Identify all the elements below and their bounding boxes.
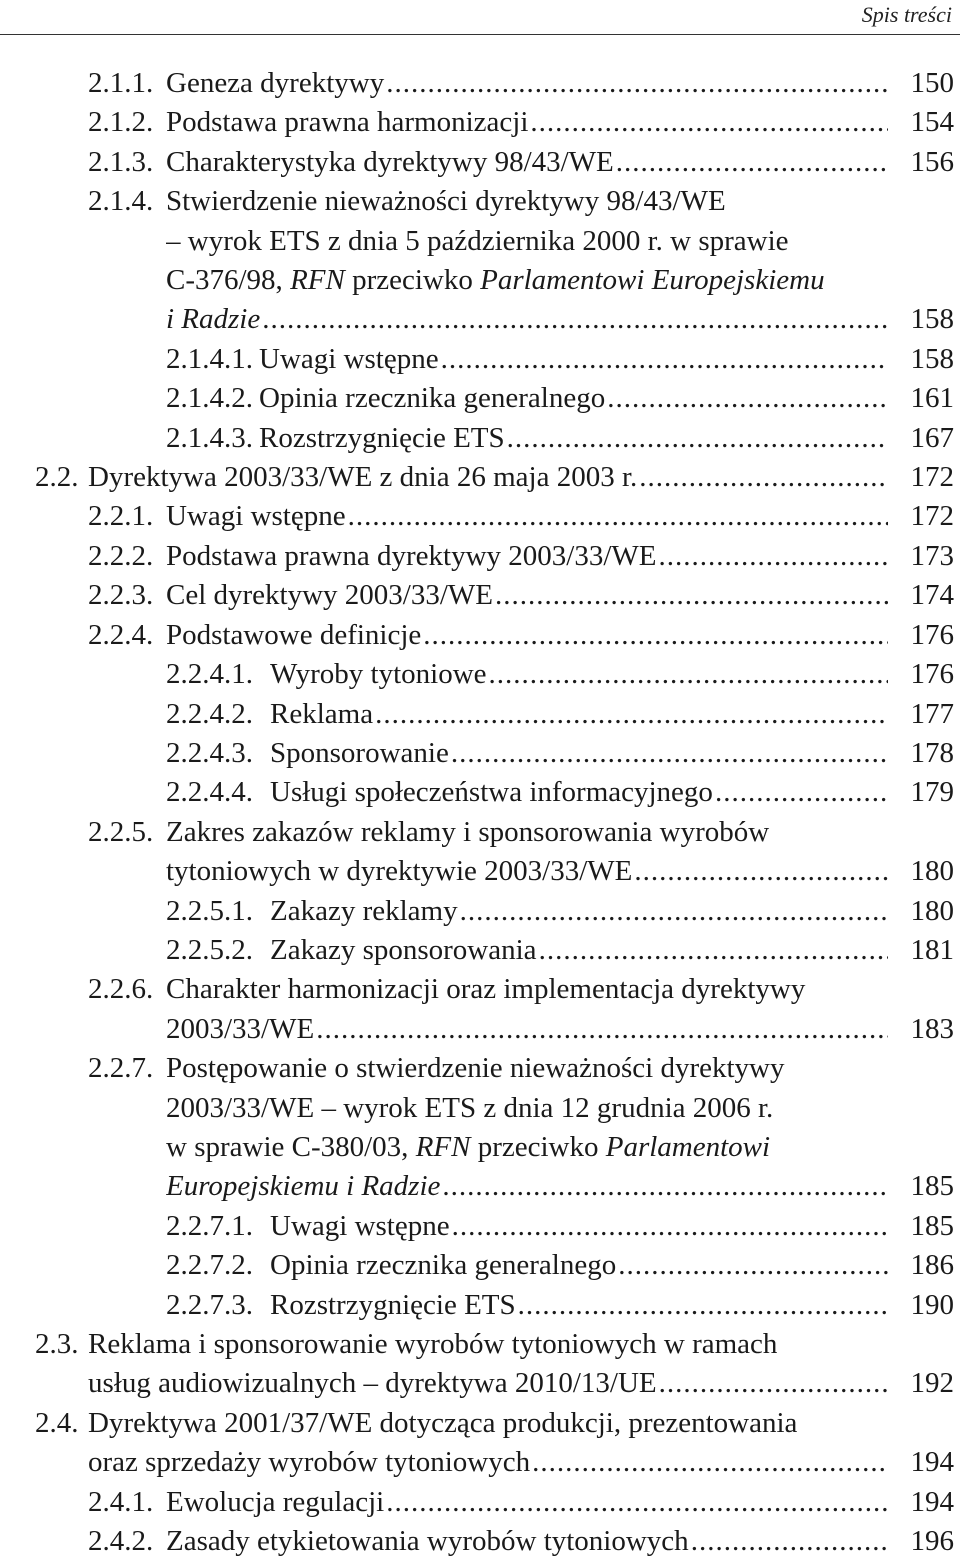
toc-entry <box>0 379 960 418</box>
toc-entry-title: Dyrektywa 2001/37/WE dotycząca produkcji, prezentowania <box>88 1406 798 1439</box>
toc-entry-number: 2.4. <box>35 1406 79 1439</box>
toc-entry <box>0 931 960 970</box>
toc-entry-number: 2.2.2. <box>88 539 154 572</box>
toc-entry <box>0 1246 960 1285</box>
toc-entry-title: Charakter harmonizacji oraz implementacja dyrektywy <box>166 973 806 1006</box>
toc-entry <box>0 616 960 655</box>
toc-entry-title: Uwagi wstępne <box>259 342 439 375</box>
toc-entry-title: i Radzie <box>166 303 261 336</box>
toc-entry-page: 177 <box>910 697 954 730</box>
dot-leader <box>452 1207 888 1246</box>
table-of-contents <box>0 64 960 1561</box>
toc-entry-page: 181 <box>910 933 954 966</box>
toc-entry-title: Rozstrzygnięcie ETS <box>270 1288 516 1321</box>
toc-entry-page: 192 <box>910 1367 954 1400</box>
toc-entry-number: 2.2.5. <box>88 815 154 848</box>
toc-entry-number: 2.1.2. <box>88 106 154 139</box>
toc-entry-number: 2.2.5.2. <box>166 933 253 966</box>
dot-leader <box>460 892 888 931</box>
toc-entry-page: 186 <box>910 1249 954 1282</box>
toc-entry-number: 2.1.4.2. <box>166 382 253 415</box>
toc-entry-number: 2.2. <box>35 461 79 494</box>
toc-entry-page: 185 <box>910 1209 954 1242</box>
toc-entry-page: 173 <box>910 539 954 572</box>
toc-entry-page: 172 <box>910 500 954 533</box>
toc-entry-page: 190 <box>910 1288 954 1321</box>
toc-entry-number: 2.3. <box>35 1328 79 1360</box>
toc-entry <box>0 182 960 340</box>
toc-entry-title: Geneza dyrektywy <box>166 67 385 99</box>
toc-entry-page: 161 <box>910 382 954 415</box>
toc-entry-title: Stwierdzenie nieważności dyrektywy 98/43/WE <box>166 185 726 218</box>
toc-entry-title: Dyrektywa 2003/33/WE z dnia 26 maja 2003 r. <box>88 461 638 494</box>
toc-entry-page: 158 <box>910 303 954 336</box>
toc-entry-number: 2.2.5.1. <box>166 894 253 927</box>
toc-entry <box>0 1522 960 1561</box>
running-head: Spis treści <box>861 2 952 27</box>
toc-entry-title: Zakazy reklamy <box>270 894 458 927</box>
toc-entry-number: 2.2.4.3. <box>166 736 253 769</box>
toc-entry-title: Cel dyrektywy 2003/33/WE <box>166 579 494 612</box>
dot-leader <box>607 379 888 418</box>
toc-entry <box>0 1325 960 1404</box>
toc-entry <box>0 576 960 615</box>
toc-entry <box>0 695 960 734</box>
dot-leader <box>316 1010 888 1049</box>
dot-leader <box>495 576 888 615</box>
dot-leader <box>262 300 888 339</box>
dot-leader <box>639 458 888 497</box>
toc-entry-page: 183 <box>910 1012 954 1045</box>
toc-entry-title: Podstawa prawna dyrektywy 2003/33/WE <box>166 539 657 572</box>
toc-entry <box>0 1286 960 1325</box>
toc-entry <box>0 1404 960 1483</box>
toc-entry <box>0 103 960 142</box>
toc-entry-title: Reklama i sponsorowanie wyrobów tytoniowych w ramach <box>88 1328 778 1360</box>
toc-entry-title: 2003/33/WE – wyrok ETS z dnia 12 grudnia 2006 r. <box>166 1091 774 1124</box>
dot-leader <box>489 655 888 694</box>
dot-leader <box>530 103 888 142</box>
toc-entry-title: Podstawa prawna harmonizacji <box>166 106 529 139</box>
toc-entry-page: 167 <box>910 421 954 454</box>
dot-leader <box>518 1286 888 1325</box>
dot-leader <box>451 734 888 773</box>
dot-leader <box>616 143 888 182</box>
toc-entry-number: 2.1.4.1. <box>166 342 253 375</box>
toc-entry-title: C-376/98, RFN przeciwko Parlamentowi Europejskiemu <box>166 264 825 297</box>
toc-entry-number: 2.2.7.1. <box>166 1209 253 1242</box>
toc-entry <box>0 143 960 182</box>
toc-entry-number: 2.2.7.2. <box>166 1249 253 1282</box>
toc-entry-number: 2.2.4.1. <box>166 658 253 691</box>
dot-leader <box>658 537 888 576</box>
toc-entry-number: 2.2.4. <box>88 618 154 651</box>
toc-entry-title: Zakres zakazów reklamy i sponsorowania wyrobów <box>166 815 770 848</box>
dot-leader <box>539 931 888 970</box>
toc-entry <box>0 419 960 458</box>
toc-entry <box>0 64 960 103</box>
toc-entry-title: Reklama <box>270 697 374 730</box>
toc-entry-title: w sprawie C-380/03, RFN przeciwko Parlamentowi <box>166 1130 771 1163</box>
toc-entry-page: 154 <box>910 106 954 139</box>
toc-entry-title: Europejskiemu i Radzie <box>166 1170 441 1203</box>
toc-entry-page: 196 <box>910 1525 954 1558</box>
toc-entry-title: – wyrok ETS z dnia 5 października 2000 r. w sprawie <box>166 224 789 257</box>
toc-entry-title: Uwagi wstępne <box>270 1209 450 1242</box>
toc-entry-page: 176 <box>910 658 954 691</box>
toc-entry-title: 2003/33/WE <box>166 1012 315 1045</box>
toc-entry-number: 2.2.6. <box>88 973 154 1006</box>
toc-entry-title: Opinia rzecznika generalnego <box>270 1249 617 1282</box>
header-rule <box>0 34 960 35</box>
toc-entry-number: 2.2.4.4. <box>166 776 253 809</box>
toc-entry-page: 185 <box>910 1170 954 1203</box>
toc-entry <box>0 1049 960 1207</box>
toc-entry <box>0 537 960 576</box>
dot-leader <box>348 497 888 536</box>
toc-entry-number: 2.4.2. <box>88 1525 154 1558</box>
dot-leader <box>375 695 888 734</box>
toc-entry-page: 180 <box>910 855 954 888</box>
toc-entry-page: 194 <box>910 1446 954 1479</box>
toc-entry-title: Sponsorowanie <box>270 736 449 769</box>
toc-entry-title: Charakterystyka dyrektywy 98/43/WE <box>166 145 614 178</box>
toc-entry <box>0 1483 960 1522</box>
toc-entry-number: 2.2.7.3. <box>166 1288 253 1321</box>
toc-entry-title: Rozstrzygnięcie ETS <box>259 421 505 454</box>
toc-entry-number: 2.1.3. <box>88 145 154 178</box>
toc-entry <box>0 970 960 1049</box>
toc-entry <box>0 892 960 931</box>
dot-leader <box>691 1522 888 1561</box>
dot-leader <box>715 773 888 812</box>
toc-entry-number: 2.2.7. <box>88 1052 154 1085</box>
toc-entry-page: 178 <box>910 736 954 769</box>
toc-entry-title: Opinia rzecznika generalnego <box>259 382 606 415</box>
toc-entry <box>0 773 960 812</box>
toc-entry-title: Podstawowe definicje <box>166 618 422 651</box>
toc-entry-title: Postępowanie o stwierdzenie nieważności dyrektywy <box>166 1052 785 1085</box>
dot-leader <box>442 1167 888 1206</box>
toc-entry-number: 2.2.4.2. <box>166 697 253 730</box>
dot-leader <box>423 616 888 655</box>
toc-entry-page: 180 <box>910 894 954 927</box>
toc-entry <box>0 813 960 892</box>
toc-entry-page: 158 <box>910 342 954 375</box>
toc-entry-number: 2.4.1. <box>88 1485 154 1518</box>
dot-leader <box>659 1364 888 1403</box>
toc-entry-title: tytoniowych w dyrektywie 2003/33/WE <box>166 855 633 888</box>
toc-entry-title: oraz sprzedaży wyrobów tytoniowych <box>88 1446 531 1479</box>
dot-leader <box>441 340 888 379</box>
toc-entry <box>0 458 960 497</box>
toc-entry-page: 174 <box>910 579 954 612</box>
toc-entry-number: 2.1.4. <box>88 185 154 218</box>
toc-entry-title: usług audiowizualnych – dyrektywa 2010/13/UE <box>88 1367 657 1400</box>
toc-entry-page: 172 <box>910 461 954 494</box>
toc-entry-page: 156 <box>910 145 954 178</box>
toc-entry <box>0 497 960 536</box>
toc-entry-page: 179 <box>910 776 954 809</box>
toc-entry <box>0 340 960 379</box>
toc-entry-title: Wyroby tytoniowe <box>270 658 487 691</box>
dot-leader <box>507 419 888 458</box>
dot-leader <box>532 1443 888 1482</box>
toc-entry-number: 2.1.4.3. <box>166 421 253 454</box>
toc-entry-title: Zakazy sponsorowania <box>270 933 537 966</box>
toc-entry-page: 176 <box>910 618 954 651</box>
toc-entry-page: 194 <box>910 1485 954 1518</box>
toc-entry <box>0 655 960 694</box>
dot-leader <box>386 64 888 103</box>
toc-entry-page: 150 <box>910 67 954 99</box>
dot-leader <box>618 1246 888 1285</box>
toc-entry-number: 2.2.1. <box>88 500 154 533</box>
toc-entry-number: 2.1.1. <box>88 67 154 99</box>
toc-entry-number: 2.2.3. <box>88 579 154 612</box>
toc-entry-title: Zasady etykietowania wyrobów tytoniowych <box>166 1525 689 1558</box>
toc-entry-title: Uwagi wstępne <box>166 500 346 533</box>
toc-entry <box>0 1207 960 1246</box>
dot-leader <box>634 852 888 891</box>
toc-entry-title: Usługi społeczeństwa informacyjnego <box>270 776 713 809</box>
toc-entry <box>0 734 960 773</box>
dot-leader <box>386 1483 888 1522</box>
toc-entry-title: Ewolucja regulacji <box>166 1485 385 1518</box>
